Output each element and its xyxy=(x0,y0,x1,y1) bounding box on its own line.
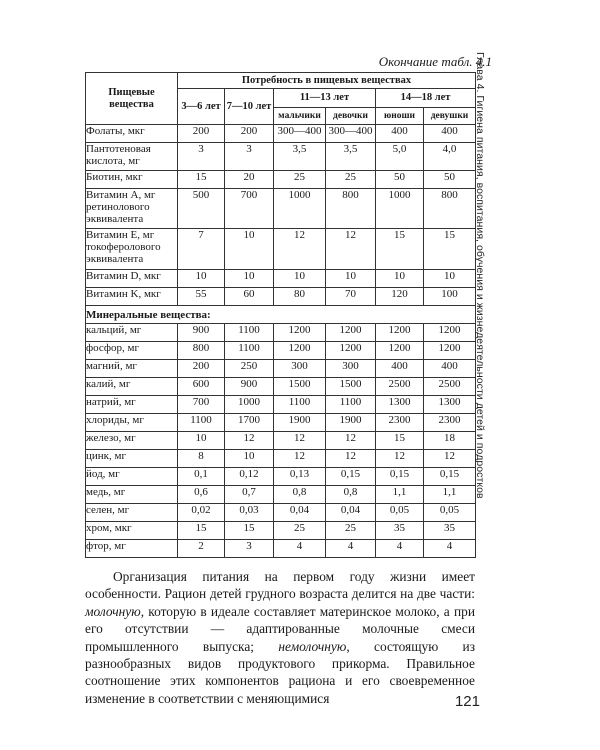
cell: 400 xyxy=(424,125,476,143)
cell: 12 xyxy=(376,450,424,468)
cell: 12 xyxy=(424,450,476,468)
page-number: 121 xyxy=(454,693,480,710)
cell: 80 xyxy=(274,288,326,306)
cell: 0,02 xyxy=(178,504,225,522)
row-label: магний, мг xyxy=(86,360,178,378)
cell: 1200 xyxy=(424,342,476,360)
row-label: йод, мг xyxy=(86,468,178,486)
cell: 0,13 xyxy=(274,468,326,486)
paragraph-emphasis: немолочную xyxy=(278,638,347,654)
cell: 15 xyxy=(178,522,225,540)
row-label: калий, мг xyxy=(86,378,178,396)
table-row xyxy=(86,522,476,540)
table-row xyxy=(86,360,476,378)
cell: 0,15 xyxy=(376,468,424,486)
cell: 1200 xyxy=(424,324,476,342)
table-row xyxy=(86,270,476,288)
cell: 0,15 xyxy=(424,468,476,486)
cell: 3 xyxy=(225,143,274,171)
cell: 0,6 xyxy=(178,486,225,504)
table-row xyxy=(86,324,476,342)
row-label: цинк, мг xyxy=(86,450,178,468)
cell: 250 xyxy=(225,360,274,378)
cell: 900 xyxy=(225,378,274,396)
row-label: медь, мг xyxy=(86,486,178,504)
cell: 0,05 xyxy=(376,504,424,522)
cell: 3 xyxy=(178,143,225,171)
cell: 10 xyxy=(178,432,225,450)
header-youths: юноши xyxy=(376,108,424,125)
cell: 400 xyxy=(376,125,424,143)
cell: 1900 xyxy=(326,414,376,432)
cell: 0,04 xyxy=(326,504,376,522)
header-girls-14-18: девушки xyxy=(424,108,476,125)
paragraph-text: , состоящую из разнообразных видов продуктового прикорма. Правильное соотношение этих компонентов рациона и его своевременное изменение в соответствии с меняющимися xyxy=(85,638,475,706)
cell: 0,15 xyxy=(326,468,376,486)
row-label: Витамин K, мкг xyxy=(86,288,178,306)
table-row xyxy=(86,306,476,324)
table-body xyxy=(86,125,476,558)
cell: 5,0 xyxy=(376,143,424,171)
table-caption: Окончание табл. 4.1 xyxy=(378,54,492,69)
cell: 50 xyxy=(376,171,424,189)
header-substances: Пищевые вещества xyxy=(86,73,178,125)
cell: 12 xyxy=(326,432,376,450)
cell: 55 xyxy=(178,288,225,306)
cell: 1100 xyxy=(326,396,376,414)
cell: 200 xyxy=(178,125,225,143)
cell: 400 xyxy=(424,360,476,378)
cell: 50 xyxy=(424,171,476,189)
cell: 10 xyxy=(424,270,476,288)
row-label: натрий, мг xyxy=(86,396,178,414)
cell: 3 xyxy=(225,540,274,558)
cell: 200 xyxy=(225,125,274,143)
cell: 400 xyxy=(376,360,424,378)
cell: 500 xyxy=(178,189,225,229)
table-row xyxy=(86,396,476,414)
cell: 12 xyxy=(274,450,326,468)
row-label: кальций, мг xyxy=(86,324,178,342)
cell: 100 xyxy=(424,288,476,306)
cell: 1000 xyxy=(376,189,424,229)
cell: 800 xyxy=(326,189,376,229)
cell: 0,04 xyxy=(274,504,326,522)
row-label: Пантотеновая кислота, мг xyxy=(86,143,178,171)
header-age-3-6: 3—6 лет xyxy=(178,89,225,125)
row-label: хлориды, мг xyxy=(86,414,178,432)
header-age-7-10: 7—10 лет xyxy=(225,89,274,125)
cell: 1900 xyxy=(274,414,326,432)
row-label: железо, мг xyxy=(86,432,178,450)
cell: 1200 xyxy=(376,342,424,360)
cell: 1200 xyxy=(274,324,326,342)
cell: 25 xyxy=(274,522,326,540)
cell: 1500 xyxy=(274,378,326,396)
cell: 2300 xyxy=(424,414,476,432)
body-paragraph xyxy=(85,568,475,707)
table-header xyxy=(86,73,476,125)
cell: 15 xyxy=(225,522,274,540)
cell: 12 xyxy=(274,432,326,450)
cell: 4 xyxy=(326,540,376,558)
cell: 4 xyxy=(424,540,476,558)
cell: 70 xyxy=(326,288,376,306)
table-row xyxy=(86,143,476,171)
header-age-11-13: 11—13 лет xyxy=(274,89,376,108)
cell: 1200 xyxy=(376,324,424,342)
table-row xyxy=(86,229,476,270)
cell: 4 xyxy=(376,540,424,558)
cell: 900 xyxy=(178,324,225,342)
cell: 2 xyxy=(178,540,225,558)
table-row xyxy=(86,125,476,143)
cell: 120 xyxy=(376,288,424,306)
cell: 10 xyxy=(178,270,225,288)
table-row xyxy=(86,432,476,450)
cell: 1100 xyxy=(274,396,326,414)
cell: 0,8 xyxy=(274,486,326,504)
header-boys: мальчики xyxy=(274,108,326,125)
paragraph-text: Организация питания на первом году жизни имеет особенности. Рацион детей грудного возраста делится на две части: xyxy=(85,569,475,602)
cell: 12 xyxy=(274,229,326,270)
row-label: Фолаты, мкг xyxy=(86,125,178,143)
minerals-heading: Минеральные вещества: xyxy=(86,306,476,324)
cell: 800 xyxy=(178,342,225,360)
cell: 200 xyxy=(178,360,225,378)
cell: 10 xyxy=(225,229,274,270)
cell: 0,1 xyxy=(178,468,225,486)
cell: 1000 xyxy=(225,396,274,414)
cell: 10 xyxy=(225,270,274,288)
cell: 700 xyxy=(225,189,274,229)
cell: 25 xyxy=(326,171,376,189)
cell: 60 xyxy=(225,288,274,306)
cell: 4,0 xyxy=(424,143,476,171)
row-label: хром, мкг xyxy=(86,522,178,540)
cell: 0,12 xyxy=(225,468,274,486)
table-row xyxy=(86,342,476,360)
cell: 1100 xyxy=(225,342,274,360)
table-row xyxy=(86,189,476,229)
cell: 300—400 xyxy=(274,125,326,143)
paragraph-emphasis: молочную xyxy=(85,603,141,619)
nutrient-table xyxy=(85,72,476,558)
cell: 0,8 xyxy=(326,486,376,504)
table-row xyxy=(86,378,476,396)
header-need: Потребность в пищевых веществах xyxy=(178,73,476,89)
cell: 35 xyxy=(376,522,424,540)
cell: 15 xyxy=(376,432,424,450)
cell: 10 xyxy=(274,270,326,288)
header-age-14-18: 14—18 лет xyxy=(376,89,476,108)
cell: 25 xyxy=(326,522,376,540)
table-row xyxy=(86,171,476,189)
cell: 12 xyxy=(225,432,274,450)
table-row xyxy=(86,540,476,558)
header-girls: девочки xyxy=(326,108,376,125)
cell: 300—400 xyxy=(326,125,376,143)
table-row xyxy=(86,450,476,468)
cell: 2300 xyxy=(376,414,424,432)
cell: 12 xyxy=(326,450,376,468)
table-row xyxy=(86,504,476,522)
cell: 1700 xyxy=(225,414,274,432)
cell: 700 xyxy=(178,396,225,414)
cell: 8 xyxy=(178,450,225,468)
cell: 1300 xyxy=(376,396,424,414)
row-label: Витамин D, мкг xyxy=(86,270,178,288)
cell: 300 xyxy=(274,360,326,378)
cell: 10 xyxy=(225,450,274,468)
table-row xyxy=(86,468,476,486)
cell: 1200 xyxy=(326,324,376,342)
cell: 15 xyxy=(424,229,476,270)
row-label: Биотин, мкг xyxy=(86,171,178,189)
cell: 1200 xyxy=(274,342,326,360)
cell: 600 xyxy=(178,378,225,396)
cell: 12 xyxy=(326,229,376,270)
cell: 1200 xyxy=(326,342,376,360)
cell: 0,7 xyxy=(225,486,274,504)
cell: 15 xyxy=(376,229,424,270)
cell: 20 xyxy=(225,171,274,189)
row-label: селен, мг xyxy=(86,504,178,522)
cell: 7 xyxy=(178,229,225,270)
table-row xyxy=(86,414,476,432)
cell: 25 xyxy=(274,171,326,189)
row-label: фтор, мг xyxy=(86,540,178,558)
row-label: Витамин А, мг ретинолового эквивалента xyxy=(86,189,178,229)
cell: 0,05 xyxy=(424,504,476,522)
cell: 10 xyxy=(326,270,376,288)
cell: 15 xyxy=(178,171,225,189)
cell: 2500 xyxy=(376,378,424,396)
cell: 1100 xyxy=(225,324,274,342)
cell: 3,5 xyxy=(274,143,326,171)
cell: 1100 xyxy=(178,414,225,432)
row-label: Витамин Е, мг токоферолового эквивалента xyxy=(86,229,178,270)
cell: 35 xyxy=(424,522,476,540)
cell: 800 xyxy=(424,189,476,229)
cell: 300 xyxy=(326,360,376,378)
cell: 18 xyxy=(424,432,476,450)
cell: 1500 xyxy=(326,378,376,396)
cell: 1300 xyxy=(424,396,476,414)
cell: 1,1 xyxy=(376,486,424,504)
cell: 1,1 xyxy=(424,486,476,504)
cell: 1000 xyxy=(274,189,326,229)
row-label: фосфор, мг xyxy=(86,342,178,360)
cell: 2500 xyxy=(424,378,476,396)
cell: 4 xyxy=(274,540,326,558)
paragraph-text: , которую в идеале составляет материнское молоко, а при его отсутствии — адаптированные молочные смеси промышленного выпуска; xyxy=(85,603,475,654)
table-row xyxy=(86,486,476,504)
chapter-title: Глава 4. Гигиена питания, воспитания, обучения и жизнедеятельности детей и подростков xyxy=(474,52,486,499)
cell: 0,03 xyxy=(225,504,274,522)
cell: 3,5 xyxy=(326,143,376,171)
table-row xyxy=(86,288,476,306)
cell: 10 xyxy=(376,270,424,288)
